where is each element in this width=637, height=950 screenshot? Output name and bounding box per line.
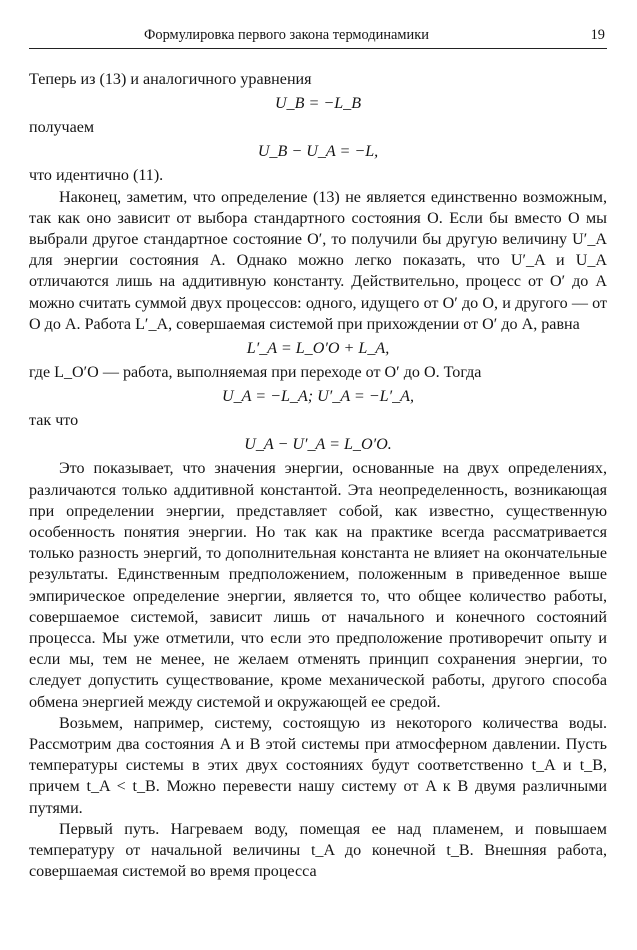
equation-3: L′_A = L_O′O + L_A, xyxy=(246,340,390,358)
text-line: так что xyxy=(29,412,79,430)
page-number: 19 xyxy=(590,27,605,43)
text-line: где L_O′O — работа, выполняемая при переходе от O′ до O. Тогда xyxy=(29,364,482,382)
paragraph: Это показывает, что значения энергии, основанные на двух определениях, различаются только аддитивной константой. Эта неопределенность, возникающая при определении энергии, представляет собой, как известно, существенную особенность понятия энергии. Но так как на практике всегда рассматривается только разность энергий, то дополнительная константа не влияет на окончательные результаты. Единственным предположением, положенным в приведенное выше эмпирическое определение энергии, является то, что общее количество работы, совершаемое системой, зависит лишь от начального и конечного состояний процесса. Мы уже отметили, что если это предположение противоречит опыту и если мы, тем не менее, не желаем отменять принцип сохранения энергии, то следует допустить существование, кроме механической работы, другого способа обмена энергией между системой и окружающей ее средой. xyxy=(29,460,607,711)
paragraph: Первый путь. Нагреваем воду, помещая ее над пламенем, и повышаем температуру от начальной величины t_A до конечной t_B. Внешняя работа, совершаемая системой во время процесса xyxy=(29,820,607,881)
running-head xyxy=(29,24,607,49)
paragraph: Возьмем, например, систему, состоящую из некоторого количества воды. Рассмотрим два состояния A и B этой системы при атмосферном давлении. Пусть температуры системы в этих двух состояниях будут соответственно t_A и t_B, причем t_A < t_B. Можно перевести нашу систему от A к B двумя различными путями. xyxy=(29,714,607,817)
equation-5: U_A − U′_A = L_O′O. xyxy=(244,436,392,454)
paragraph: Наконец, заметим, что определение (13) не является единственно возможным, так как оно зависит от выбора стандартного состояния O. Если бы вместо O мы выбрали другое стандартное состояние O′, то получили бы другую величину U′_A для энергии состояния A. Однако можно легко показать, что U′_A и U_A отличаются лишь на аддитивную константу. Действительно, процесс от O′ до A можно считать суммой двух процессов: одного, идущего от O′ до O, и другого — от O до A. Работа L′_A, совершаемая системой при прихождении от O′ до A, равна xyxy=(29,188,607,333)
text-line: Теперь из (13) и аналогичного уравнения xyxy=(29,71,312,88)
equation-4: U_A = −L_A; U′_A = −L′_A, xyxy=(221,388,415,406)
text-line: получаем xyxy=(29,119,95,137)
equation-1: U_B = −L_B xyxy=(274,95,362,113)
running-title: Формулировка первого закона термодинамики xyxy=(144,27,429,43)
page-body xyxy=(29,69,607,883)
text-line: что идентично (11). xyxy=(29,167,164,185)
equation-2: U_B − U_A = −L, xyxy=(257,143,379,161)
book-page xyxy=(29,24,607,883)
